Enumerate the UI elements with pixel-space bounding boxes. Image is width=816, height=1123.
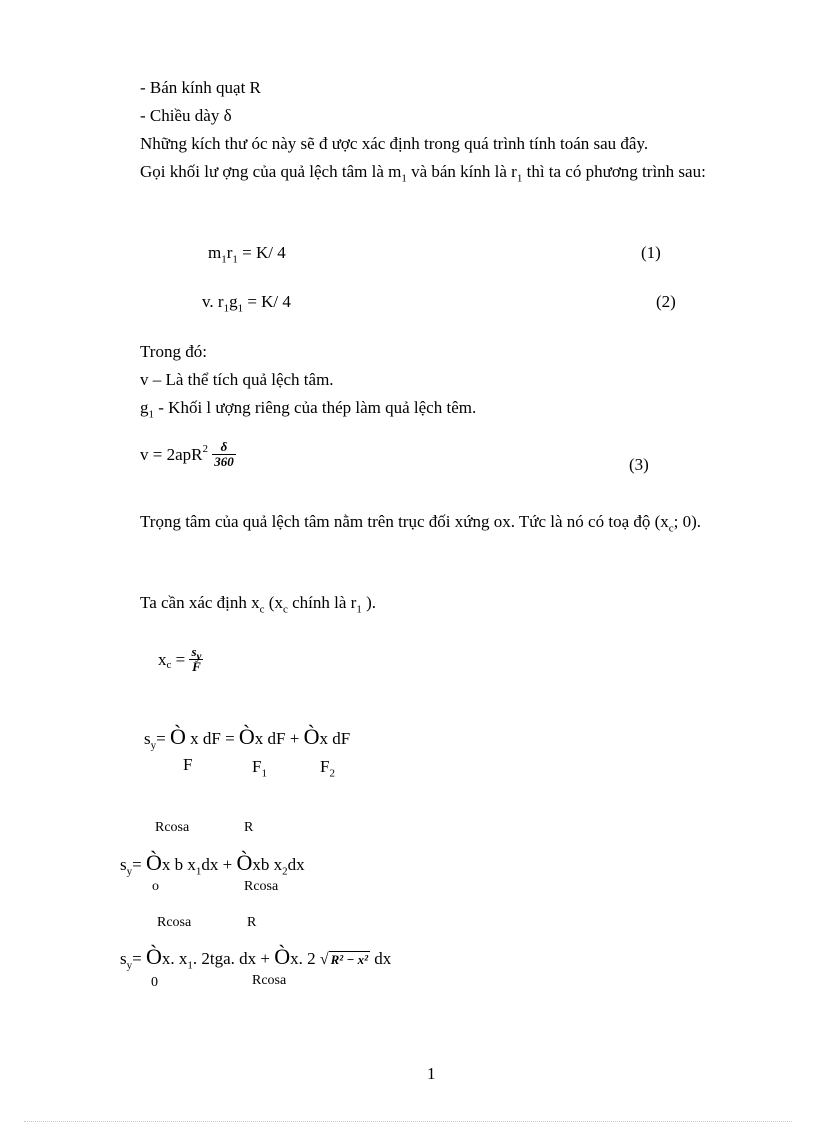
sqrt-icon: √ <box>319 951 329 968</box>
limit-F2-text: F <box>320 757 330 776</box>
eq2-right: = K/ 4 <box>243 292 291 311</box>
g-definition <box>140 398 477 421</box>
sy2-upper-limit-2: R <box>244 820 254 835</box>
symbol-r: r <box>226 243 233 262</box>
sub-1: 1 <box>187 959 193 972</box>
radius-line: - Bán kính quạt R <box>140 78 261 97</box>
eq1-right: = K/ 4 <box>237 243 286 262</box>
symbol-s: s <box>120 949 127 968</box>
frac-numerator: δ <box>220 439 228 454</box>
eq3-left: v = 2apR <box>140 445 203 464</box>
sub-1: 1 <box>401 172 407 185</box>
integral-symbol: Ò <box>236 850 253 875</box>
sy2-lower-limit-1: o <box>152 879 159 894</box>
mass-suffix: thì ta có phương trình sau: <box>522 162 706 181</box>
symbol-s: s <box>120 855 127 874</box>
symbol-s: s <box>191 644 197 659</box>
sy-equation <box>144 724 351 752</box>
sup-2: 2 <box>202 442 208 455</box>
centroid-end: ; 0). <box>673 512 702 531</box>
where-line: Trong đó: <box>140 342 207 361</box>
mass-mid: và bán kính là r <box>406 162 517 181</box>
symbol-m: m <box>208 243 222 262</box>
xc-equation <box>158 645 203 674</box>
sub-2: 2 <box>329 767 335 780</box>
mass-prefix: Gọi khối lư ợng của quả lệch tâm là m <box>140 162 402 181</box>
sy2-equation <box>120 850 305 878</box>
page-number: 1 <box>427 1064 436 1083</box>
symbol-g: g <box>229 292 238 311</box>
g-def-text: - Khối l ượng riêng của thép làm quả lệch têm. <box>154 398 477 417</box>
find-prefix: Ta cần xác định x <box>140 593 260 612</box>
equation-3 <box>140 440 236 469</box>
sub-y: y <box>126 959 133 972</box>
sub-1: 1 <box>232 253 238 266</box>
sub-1: 1 <box>356 603 362 616</box>
thickness-line: - Chiều dày δ <box>140 106 232 125</box>
sy2-lower-limit-2: Rcosa <box>244 879 279 894</box>
sub-1: 1 <box>195 865 202 878</box>
symbol-s: s <box>144 729 151 748</box>
sub-1: 1 <box>237 302 244 315</box>
sub-1: 1 <box>516 172 523 185</box>
sy3-lower-limit-1: 0 <box>151 975 158 990</box>
integral-symbol: Ò <box>238 724 255 749</box>
integral-symbol: Ò <box>303 724 320 749</box>
sub-1: 1 <box>223 302 230 315</box>
sy3-part-b: . 2tga. dx + <box>192 949 275 968</box>
frac-denominator: 360 <box>214 454 234 469</box>
sy3-equation <box>120 944 392 972</box>
symbol-x: x <box>158 650 167 669</box>
sub-c: c <box>259 603 265 616</box>
sy3-part-d: dx <box>369 949 392 968</box>
equation-1 <box>208 243 286 266</box>
sy2-part-d: dx <box>287 855 305 874</box>
equals-sign: = <box>171 650 190 669</box>
sqrt-radicand: R² − x² <box>330 952 368 967</box>
v-definition: v – Là thể tích quả lệch tâm. <box>140 370 334 389</box>
sub-1: 1 <box>221 253 227 266</box>
equation-2 <box>202 292 291 315</box>
sy2-part-b: dx + <box>201 855 237 874</box>
limit-F: F <box>183 755 193 774</box>
mass-paragraph <box>140 158 740 186</box>
eq2-left: v. r <box>202 292 224 311</box>
sub-c: c <box>668 522 674 535</box>
sub-y: y <box>126 865 133 878</box>
centroid-paragraph <box>140 508 740 536</box>
sy3-lower-limit-2: Rcosa <box>252 973 287 988</box>
sy2-upper-limit-1: Rcosa <box>155 820 190 835</box>
sy-over-F <box>189 645 203 674</box>
integral-symbol: Ò <box>169 724 186 749</box>
frac-denominator: F <box>189 659 203 674</box>
equation-2-number: (2) <box>656 292 676 311</box>
equation-3-number: (3) <box>629 455 649 474</box>
symbol-g: g <box>140 398 149 417</box>
sy3-part-a: x. x <box>161 949 188 968</box>
sy-part-c: x dF <box>319 729 351 748</box>
sy3-upper-limit-1: Rcosa <box>157 915 192 930</box>
sub-2: 2 <box>282 865 288 878</box>
sy-part-a: x dF = <box>185 729 239 748</box>
centroid-text: Trọng tâm của quả lệch tâm nằm trên trục đối xứng ox. Tức là nó có toạ độ (x <box>140 512 669 531</box>
sy3-upper-limit-2: R <box>247 915 257 930</box>
equals-sign: = <box>156 729 166 748</box>
sy2-part-a: x b x <box>161 855 196 874</box>
intro-line: Những kích thư óc này sẽ đ ược xác định trong quá trình tính toán sau đây. <box>140 134 649 153</box>
sub-y: y <box>196 650 202 663</box>
frac-numerator <box>189 644 203 663</box>
find-xc-line <box>140 593 376 616</box>
sub-c: c <box>282 603 288 616</box>
integral-symbol: Ò <box>274 944 291 969</box>
equals-sign: = <box>132 855 142 874</box>
equals-sign: = <box>132 949 142 968</box>
integral-symbol: Ò <box>145 944 162 969</box>
limit-F1-text: F <box>252 757 262 776</box>
sy-part-b: x dF + <box>254 729 304 748</box>
delta-over-360 <box>212 440 236 469</box>
find-mid: (x <box>264 593 283 612</box>
sub-1: 1 <box>148 408 154 421</box>
equation-1-number: (1) <box>641 243 661 262</box>
sub-y: y <box>150 739 157 752</box>
page-bottom-border <box>24 1121 792 1122</box>
sy3-part-c: x. 2 <box>290 949 320 968</box>
integral-symbol: Ò <box>145 850 162 875</box>
limit-F1 <box>252 757 267 780</box>
find-mid2: chính là r <box>287 593 357 612</box>
sub-c: c <box>166 658 172 671</box>
sub-1: 1 <box>261 767 267 780</box>
find-end: ). <box>361 593 376 612</box>
limit-F2 <box>320 757 335 780</box>
sy2-part-c: xb x <box>252 855 283 874</box>
